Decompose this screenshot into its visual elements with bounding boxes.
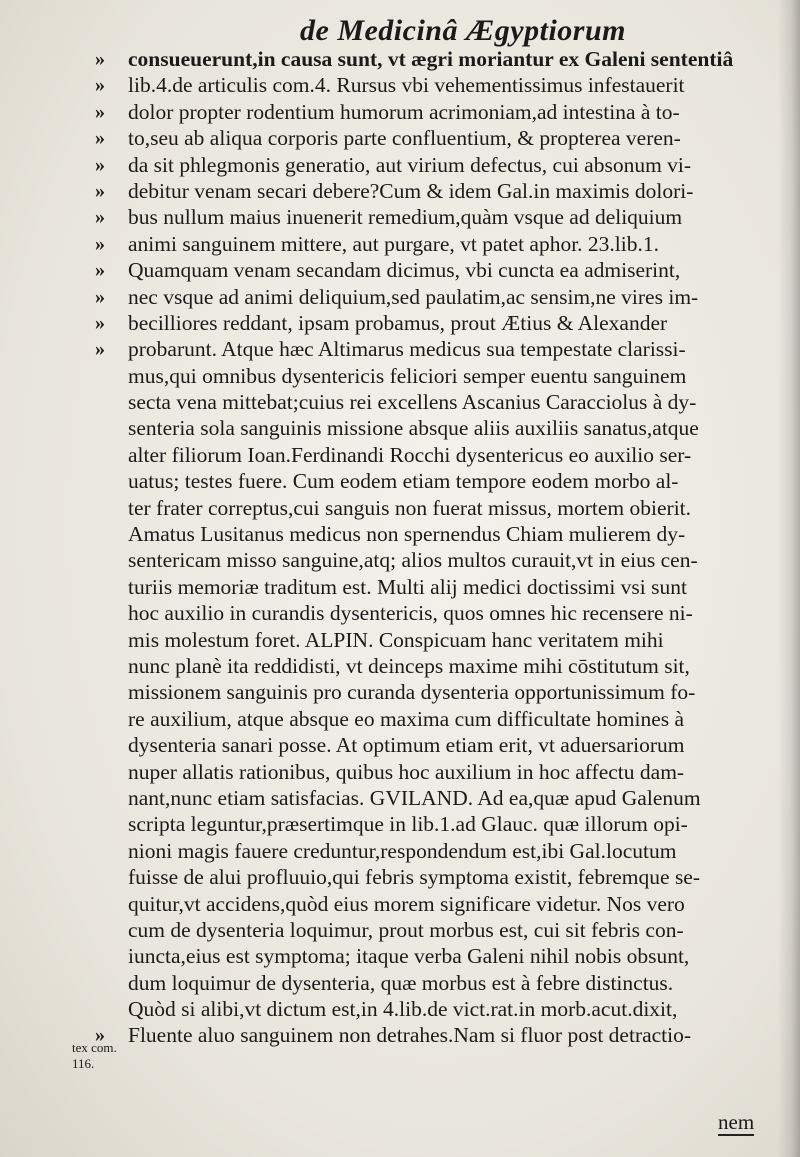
text-line-content: turiis memoriæ traditum est. Multi alij medici doctissimi vsi sunt xyxy=(128,574,687,599)
text-line-content: iuncta,eius est symptoma; itaque verba Galeni nihil nobis obsunt, xyxy=(128,944,690,969)
text-line xyxy=(128,679,768,705)
text-line-content: nioni magis fauere creduntur,respondendum est,ibi Gal.locutum xyxy=(128,838,677,863)
quotation-mark: » xyxy=(95,153,105,176)
page-gutter-shadow xyxy=(778,0,800,1157)
text-line xyxy=(95,99,768,125)
text-line-content: sentericam misso sanguine,atq; alios multos curauit,vt in eius cen- xyxy=(128,548,698,573)
quotation-mark: » xyxy=(95,179,105,202)
text-line-content: missionem sanguinis pro curanda dysenteria opportunissimum fo- xyxy=(128,680,696,705)
text-line-content: mis molestum foret. ALPIN. Conspicuam hanc veritatem mihi xyxy=(128,627,664,652)
text-line-content: nuper allatis rationibus, quibus hoc auxilium in hoc affectu dam- xyxy=(128,759,685,784)
text-line xyxy=(128,653,768,679)
text-line-content: animi sanguinem mittere, aut purgare, vt patet aphor. 23.lib.1. xyxy=(128,231,660,256)
text-line-content: dum loquimur de dysenteria, quæ morbus est à febre distinctus. xyxy=(128,970,674,995)
text-line-content: debitur venam secari debere?Cum & idem Gal.in maximis dolori- xyxy=(128,178,694,203)
text-line xyxy=(128,864,768,890)
quotation-mark: » xyxy=(95,232,105,255)
text-line xyxy=(128,415,768,441)
quotation-mark: » xyxy=(95,285,105,308)
text-line-content: mus,qui omnibus dysentericis feliciori semper euentu sanguinem xyxy=(128,363,687,388)
text-line-content: uatus; testes fuere. Cum eodem etiam tempore eodem morbo al- xyxy=(128,469,679,494)
text-line xyxy=(128,996,768,1022)
text-line xyxy=(128,574,768,600)
text-line xyxy=(128,785,768,811)
text-line xyxy=(128,917,768,943)
text-line xyxy=(128,759,768,785)
quotation-mark: » xyxy=(95,100,105,123)
text-line xyxy=(128,627,768,653)
text-line-content: da sit phlegmonis generatio, aut virium defectus, cui absonum vi- xyxy=(128,152,692,177)
text-line-content: Amatus Lusitanus medicus non spernendus Chiam mulierem dy- xyxy=(128,522,686,547)
text-line xyxy=(128,838,768,864)
text-line-content: scripta leguntur,præsertimque in lib.1.ad Glauc. quæ illorum opi- xyxy=(128,812,688,837)
text-line xyxy=(95,336,768,362)
catchword-text: nem xyxy=(718,1110,755,1134)
quotation-mark: » xyxy=(95,127,105,150)
margin-note-line-2: 116. xyxy=(72,1056,95,1071)
text-line xyxy=(95,72,768,98)
text-line-content: alter filiorum Ioan.Ferdinandi Rocchi dysentericus eo auxilio ser- xyxy=(128,442,692,467)
text-block xyxy=(95,46,768,1049)
text-line-content: lib.4.de articulis com.4. Rursus vbi vehementissimus infestauerit xyxy=(128,73,685,98)
quotation-mark: » xyxy=(95,338,105,361)
text-line xyxy=(128,547,768,573)
text-line xyxy=(128,811,768,837)
text-line xyxy=(95,204,768,230)
text-line-content: Quòd si alibi,vt dictum est,in 4.lib.de vict.rat.in morb.acut.dixit, xyxy=(128,997,678,1022)
text-line-content: cum de dysenteria loquimur, prout morbus est, cui sit febris con- xyxy=(128,917,684,942)
text-line-content: ter frater correptus,cui sanguis non fuerat missus, mortem obierit. xyxy=(128,495,692,520)
quotation-mark: » xyxy=(95,206,105,229)
text-line xyxy=(128,970,768,996)
margin-note xyxy=(72,1040,117,1072)
text-line-content: nant,nunc etiam satisfacias. GVILAND. Ad ea,quæ apud Galenum xyxy=(128,785,701,810)
text-line-content: re auxilium, atque absque eo maxima cum difficultate homines à xyxy=(128,706,685,731)
catchword xyxy=(718,1110,754,1135)
text-line xyxy=(128,600,768,626)
text-line xyxy=(128,521,768,547)
text-line-content: quitur,vt accidens,quòd eius morem significare videtur. Nos vero xyxy=(128,891,685,916)
quotation-mark: » xyxy=(95,48,105,70)
text-line-content: to,seu ab aliqua corporis parte confluentium, & propterea veren- xyxy=(128,126,681,151)
text-line xyxy=(95,1022,768,1048)
text-line xyxy=(95,152,768,178)
quotation-mark: » xyxy=(95,259,105,282)
text-line-content: consueuerunt,in causa sunt, vt ægri moriantur ex Galeni sententiâ xyxy=(128,47,734,71)
running-head: de Medicinâ Ægyptiorum xyxy=(300,14,626,47)
quotation-mark: » xyxy=(95,74,105,97)
quotation-mark: » xyxy=(95,1024,105,1047)
text-line xyxy=(128,363,768,389)
text-line-content: dolor propter rodentium humorum acrimoniam,ad intestina à to- xyxy=(128,99,680,124)
text-line-content: nunc planè ita reddidisti, vt deinceps maxime mihi cōstitutum sit, xyxy=(128,653,690,678)
text-line xyxy=(128,495,768,521)
text-line-content: secta vena mittebat;cuius rei excellens Ascanius Caracciolus à dy- xyxy=(128,390,697,415)
text-line-content: nec vsque ad animi deliquium,sed paulatim,ac sensim,ne vires im- xyxy=(128,284,699,309)
text-line xyxy=(128,389,768,415)
text-line-content: senteria sola sanguinis missione absque aliis auxiliis sanatus,atque xyxy=(128,416,699,441)
text-line-content: becilliores reddant, ipsam probamus, prout Ætius & Alexander xyxy=(128,310,668,335)
text-line xyxy=(128,442,768,468)
text-line xyxy=(95,46,768,72)
text-line xyxy=(128,943,768,969)
text-line xyxy=(95,310,768,336)
text-line xyxy=(128,468,768,494)
text-line xyxy=(128,706,768,732)
text-line xyxy=(95,125,768,151)
text-line-content: Fluente aluo sanguinem non detrahes.Nam si fluor post detractio- xyxy=(128,1023,692,1048)
text-line-content: dysenteria sanari posse. At optimum etiam erit, vt aduersariorum xyxy=(128,733,685,758)
text-line xyxy=(95,231,768,257)
text-line xyxy=(95,178,768,204)
text-line xyxy=(128,732,768,758)
text-line-content: Quamquam venam secandam dicimus, vbi cuncta ea admiserint, xyxy=(128,258,681,283)
text-line xyxy=(128,891,768,917)
quotation-mark: » xyxy=(95,311,105,334)
text-line xyxy=(95,284,768,310)
text-line xyxy=(95,257,768,283)
text-line-content: bus nullum maius inuenerit remedium,quàm vsque ad deliquium xyxy=(128,205,683,230)
text-line-content: hoc auxilio in curandis dysentericis, quos omnes hic recensere ni- xyxy=(128,601,693,626)
margin-note-line-1: tex com. xyxy=(72,1040,117,1055)
text-line-content: fuisse de alui profluuio,qui febris symptoma existit, febremque se- xyxy=(128,865,701,890)
text-line-content: probarunt. Atque hæc Altimarus medicus sua tempestate clarissi- xyxy=(128,337,686,362)
